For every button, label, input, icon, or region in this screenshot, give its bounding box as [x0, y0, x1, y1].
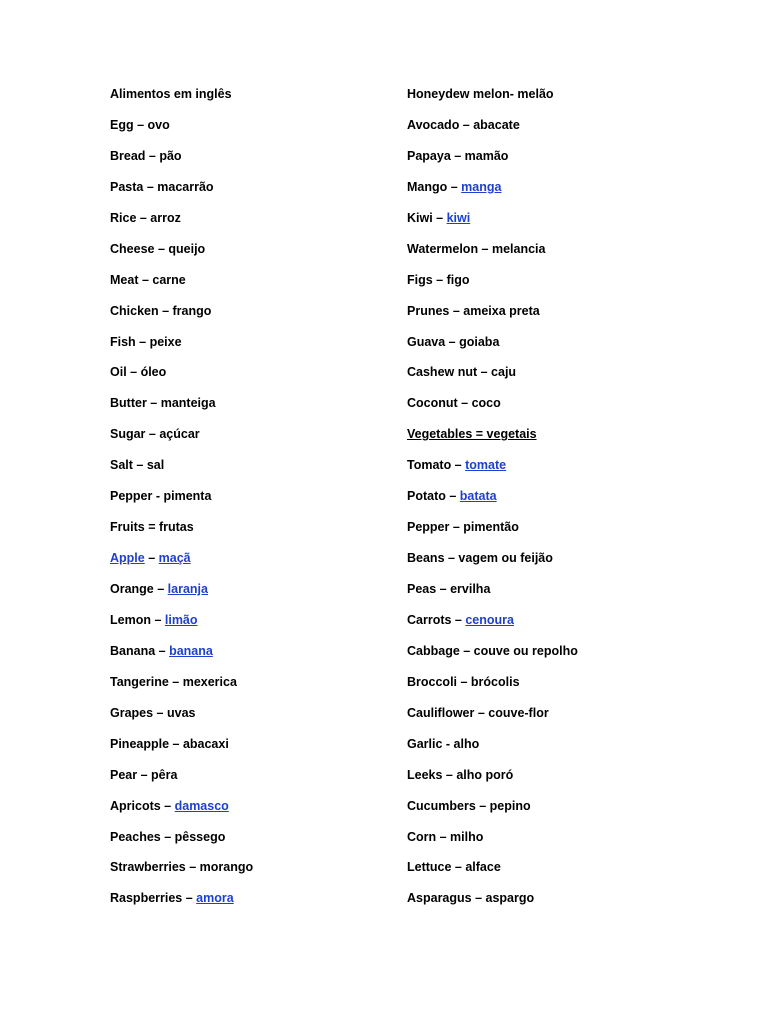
vocabulary-entry	[407, 270, 707, 301]
vocabulary-entry	[110, 332, 390, 363]
entry-text: Lemon –	[110, 612, 165, 627]
entry-text: Strawberries – morango	[110, 860, 254, 875]
entry-text: Grapes – uvas	[110, 705, 196, 720]
entry-text: Leeks – alho poró	[407, 767, 514, 782]
entry-text: Beans – vagem ou feijão	[407, 551, 553, 566]
entry-text: Cashew nut – caju	[407, 365, 517, 380]
entry-text: Asparagus – aspargo	[407, 891, 535, 906]
entry-text: Egg – ovo	[110, 117, 170, 132]
right-word-list	[407, 84, 707, 919]
vocabulary-entry	[407, 672, 707, 703]
vocabulary-entry	[407, 146, 707, 177]
vocabulary-entry	[407, 84, 707, 115]
entry-text: Pear – pêra	[110, 767, 178, 782]
translation-link[interactable]: amora	[196, 891, 234, 906]
entry-text: Kiwi –	[407, 210, 447, 225]
entry-text: Butter – manteiga	[110, 396, 216, 411]
entry-text: –	[144, 551, 159, 566]
section-heading: Vegetables = vegetais	[407, 427, 537, 442]
vocabulary-entry	[407, 579, 707, 610]
vocabulary-entry	[407, 424, 707, 455]
vocabulary-entry	[110, 362, 390, 393]
vocabulary-entry	[110, 455, 390, 486]
left-word-list	[110, 84, 390, 919]
entry-text: Mango –	[407, 179, 462, 194]
vocabulary-entry	[110, 857, 390, 888]
vocabulary-entry	[407, 548, 707, 579]
vocabulary-entry	[110, 424, 390, 455]
entry-text: Peas – ervilha	[407, 582, 491, 596]
entry-text: Peaches – pêssego	[110, 829, 226, 844]
translation-link[interactable]: limão	[164, 612, 198, 627]
entry-text: Honeydew melon- melão	[407, 87, 554, 101]
vocabulary-entry	[110, 486, 390, 517]
entry-text: Guava – goiaba	[407, 334, 500, 349]
entry-text: Cucumbers – pepino	[407, 798, 531, 813]
vocabulary-entry	[407, 301, 707, 332]
vocabulary-entry	[407, 455, 707, 486]
translation-link[interactable]: tomate	[465, 458, 507, 473]
vocabulary-entry	[407, 393, 707, 424]
vocabulary-entry	[110, 208, 390, 239]
entry-text: Lettuce – alface	[407, 860, 501, 875]
vocabulary-entry	[110, 177, 390, 208]
vocabulary-entry	[110, 827, 390, 858]
vocabulary-entry	[407, 857, 707, 888]
vocabulary-entry	[407, 239, 707, 270]
vocabulary-entry	[407, 796, 707, 827]
entry-text: Fruits = frutas	[110, 520, 194, 535]
vocabulary-entry	[110, 765, 390, 796]
entry-text: Tomato –	[407, 458, 466, 473]
entry-text: Oil – óleo	[110, 365, 167, 380]
vocabulary-entry	[110, 239, 390, 270]
entry-text: Figs – figo	[407, 272, 470, 287]
vocabulary-entry	[407, 610, 707, 641]
entry-text: Cauliflower – couve-flor	[407, 705, 549, 720]
translation-link[interactable]: laranja	[167, 582, 208, 596]
vocabulary-entry	[407, 703, 707, 734]
vocabulary-entry	[110, 796, 390, 827]
entry-text: Rice – arroz	[110, 210, 181, 225]
entry-text: Orange –	[110, 582, 168, 596]
vocabulary-entry	[110, 579, 390, 610]
entry-text: Cabbage – couve ou repolho	[407, 643, 578, 658]
vocabulary-entry	[110, 734, 390, 765]
entry-text: Prunes – ameixa preta	[407, 303, 540, 318]
entry-text: Pepper - pimenta	[110, 489, 212, 504]
vocabulary-entry	[407, 734, 707, 765]
vocabulary-entry	[110, 115, 390, 146]
vocabulary-entry	[407, 332, 707, 363]
entry-text: Alimentos em inglês	[110, 87, 232, 101]
vocabulary-entry	[110, 270, 390, 301]
entry-text: Garlic - alho	[407, 736, 480, 751]
translation-link[interactable]: banana	[169, 643, 213, 658]
vocabulary-entry	[110, 610, 390, 641]
entry-text: Raspberries –	[110, 891, 197, 906]
translation-link[interactable]: Apple	[110, 551, 145, 566]
vocabulary-entry	[407, 177, 707, 208]
vocabulary-entry	[110, 393, 390, 424]
entry-text: Potato –	[407, 489, 460, 504]
entry-text: Bread – pão	[110, 148, 182, 163]
entry-text: Pepper – pimentão	[407, 520, 519, 535]
vocabulary-entry	[110, 672, 390, 703]
vocabulary-entry	[110, 301, 390, 332]
entry-text: Chicken – frango	[110, 303, 212, 318]
translation-link[interactable]: batata	[459, 489, 497, 504]
entry-text: Carrots –	[407, 612, 466, 627]
entry-text: Salt – sal	[110, 458, 165, 473]
entry-text: Corn – milho	[407, 829, 484, 844]
vocabulary-entry	[407, 362, 707, 393]
entry-text: Fish – peixe	[110, 334, 182, 349]
vocabulary-entry	[407, 765, 707, 796]
entry-text: Avocado – abacate	[407, 117, 520, 132]
vocabulary-entry	[407, 115, 707, 146]
translation-link[interactable]: cenoura	[465, 612, 514, 627]
entry-text: Papaya – mamão	[407, 148, 509, 163]
vocabulary-entry	[110, 146, 390, 177]
vocabulary-entry	[110, 548, 390, 579]
vocabulary-entry	[407, 517, 707, 548]
vocabulary-entry	[407, 888, 707, 919]
vocabulary-entry	[110, 84, 390, 115]
entry-text: Watermelon – melancia	[407, 241, 546, 256]
entry-text: Meat – carne	[110, 272, 186, 287]
entry-text: Coconut – coco	[407, 396, 501, 411]
vocabulary-entry	[110, 641, 390, 672]
vocabulary-entry	[407, 827, 707, 858]
translation-link[interactable]: maçã	[158, 551, 191, 566]
vocabulary-entry	[407, 208, 707, 239]
vocabulary-entry	[110, 517, 390, 548]
vocabulary-entry	[407, 486, 707, 517]
translation-link[interactable]: kiwi	[446, 210, 471, 225]
entry-text: Apricots –	[110, 798, 175, 813]
entry-text: Tangerine – mexerica	[110, 674, 237, 689]
entry-text: Pineapple – abacaxi	[110, 736, 229, 751]
entry-text: Banana –	[110, 643, 170, 658]
entry-text: Cheese – queijo	[110, 241, 206, 256]
translation-link[interactable]: damasco	[174, 798, 229, 813]
entry-text: Sugar – açúcar	[110, 427, 200, 442]
vocabulary-entry	[407, 641, 707, 672]
entry-text: Pasta – macarrão	[110, 179, 214, 194]
vocabulary-entry	[110, 703, 390, 734]
translation-link[interactable]: manga	[461, 179, 502, 194]
entry-text: Broccoli – brócolis	[407, 674, 520, 689]
vocabulary-entry	[110, 888, 390, 919]
